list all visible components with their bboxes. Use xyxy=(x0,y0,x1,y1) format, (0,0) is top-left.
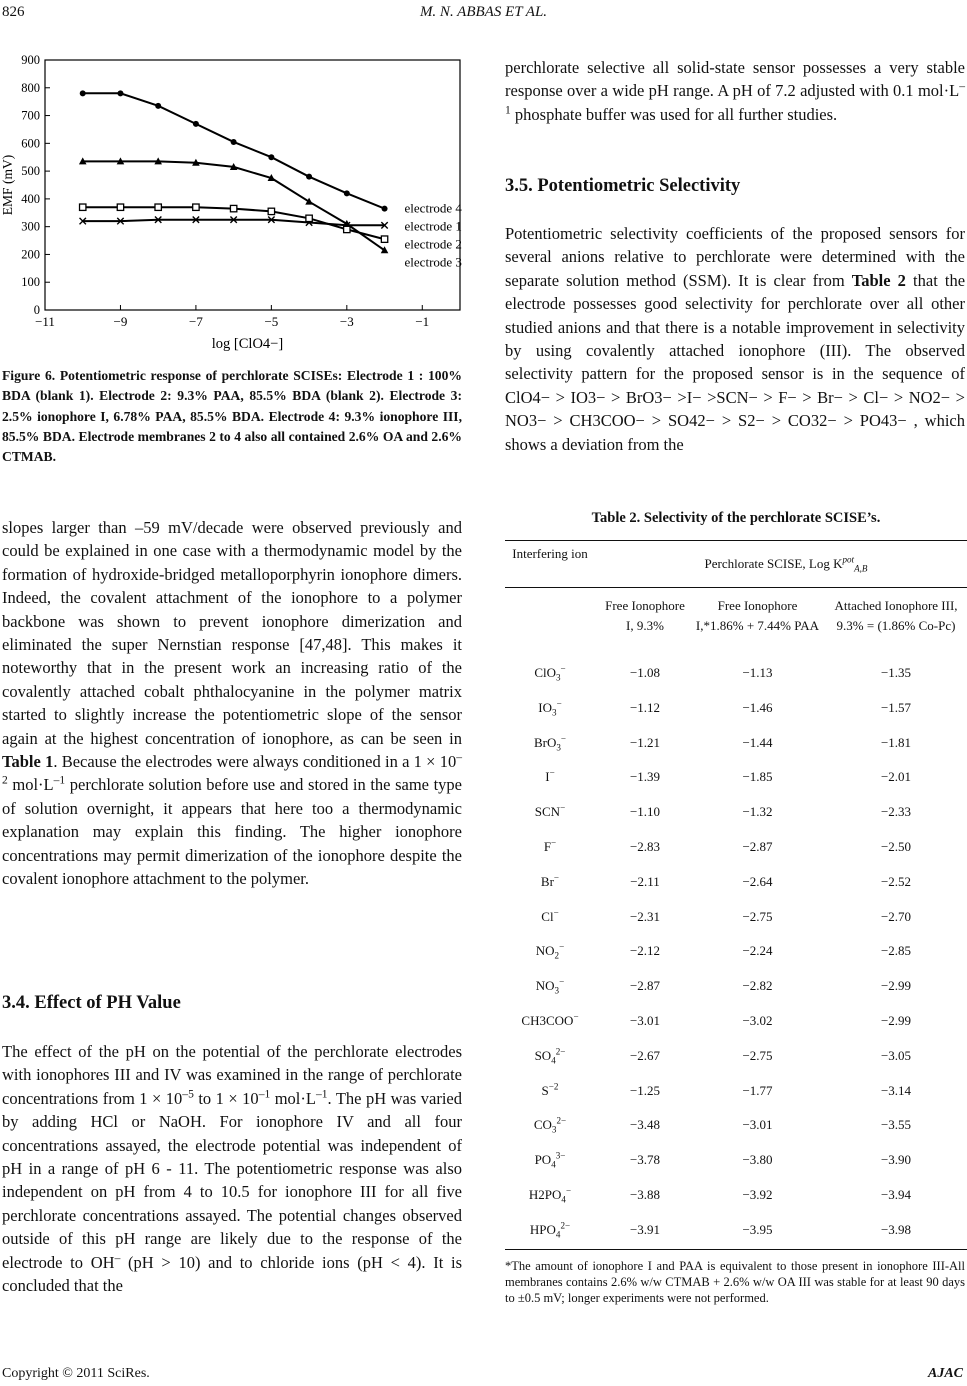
figure-caption: Figure 6. Potentiometric response of perchlorate SCISEs: Electrode 1 : 100% BDA (blank 1). Electrode 2: 9.3% PAA, 85.5% BDA (blank 2). Electrode 3: 2.5% ionophore I, 6.78% PAA, 85.5% BDA. Electrode 4: 9.3% ionophore III, 85.5% BDA. Electrode membranes 2 to 4 also all contained 2.6% OA and 2.6% CTMAB. xyxy=(2,368,462,465)
value-cell: −2.52 xyxy=(880,873,912,889)
data-point xyxy=(231,139,237,145)
ion-cell: $CO_3^{2-}$ xyxy=(533,1116,567,1135)
ion-cell: $HPO_4^{2-}$ xyxy=(529,1220,571,1240)
table-2-ref[interactable]: Table 2 xyxy=(851,270,906,290)
data-point xyxy=(117,90,123,96)
ion-cell: BrO$_3$− xyxy=(533,733,567,753)
value-cell: −2.85 xyxy=(880,943,912,959)
subheader-free-ionophore: Free Ionophore I, 9.3% xyxy=(605,598,685,633)
ion-cell: Cl− xyxy=(541,907,559,924)
plot-frame xyxy=(45,60,460,310)
data-point xyxy=(193,121,199,127)
y-tick-label: 0 xyxy=(33,303,40,317)
series-label-electrode-4: electrode 4 xyxy=(404,200,462,216)
data-point xyxy=(344,190,350,196)
table-title: Table 2. Selectivity of the perchlorate SCISE’s. xyxy=(591,510,881,526)
section-3-4-title: 3.4. Effect of PH Value xyxy=(2,993,181,1013)
value-cell: −1.81 xyxy=(880,734,912,750)
section-3-5-title: 3.5. Potentiometric Selectivity xyxy=(505,176,741,196)
value-cell: −1.12 xyxy=(629,699,661,715)
y-tick-label: 200 xyxy=(21,247,40,262)
data-point xyxy=(230,205,236,211)
value-cell: −1.21 xyxy=(629,734,661,750)
value-cell: −3.05 xyxy=(880,1047,912,1063)
ion-cell: $SO_4^{2-}$ xyxy=(534,1046,566,1066)
footer-copyright: Copyright © 2011 SciRes. xyxy=(2,1366,150,1381)
value-cell: −1.08 xyxy=(629,665,661,680)
ion-cell: F− xyxy=(543,837,557,854)
value-cell: −2.01 xyxy=(880,769,912,785)
data-point xyxy=(80,204,86,210)
value-cell: −3.55 xyxy=(880,1117,912,1133)
value-cell: −2.33 xyxy=(880,804,912,820)
data-point xyxy=(117,204,123,210)
value-cell: −2.11 xyxy=(630,873,660,889)
table-rule-header xyxy=(505,587,967,588)
value-cell: −3.01 xyxy=(742,1117,773,1133)
value-cell: −2.70 xyxy=(880,908,912,924)
value-cell: −2.67 xyxy=(629,1047,661,1063)
value-cell: −1.25 xyxy=(629,1082,661,1098)
value-cell: −2.64 xyxy=(742,873,773,889)
chart-labels xyxy=(405,201,463,270)
subheader-free-ionophore-paa: Free Ionophore I,*1.86% + 7.44% PAA xyxy=(695,598,820,633)
ion-cell: I− xyxy=(545,768,555,785)
header-main: Perchlorate SCISE, Log $K^{pot}_{A,B}$ xyxy=(704,554,868,574)
ion-cell: Br− xyxy=(540,872,560,889)
data-point xyxy=(268,208,274,214)
data-point xyxy=(193,204,199,210)
value-cell: −1.77 xyxy=(742,1082,773,1098)
ion-cell: ClO$_3$− xyxy=(534,663,566,683)
value-cell: −2.75 xyxy=(742,1047,773,1063)
x-tick-label: −11 xyxy=(35,314,55,329)
x-tick-label: −5 xyxy=(264,314,279,329)
value-cell: −1.85 xyxy=(742,769,773,785)
y-tick-label: 500 xyxy=(21,164,40,179)
series-line xyxy=(83,93,385,208)
x-tick-label: −3 xyxy=(339,314,354,329)
value-cell: −1.57 xyxy=(880,699,912,715)
value-cell: −3.90 xyxy=(880,1152,912,1168)
value-cell: −1.39 xyxy=(629,769,661,785)
data-point xyxy=(344,226,350,232)
value-cell: −2.87 xyxy=(629,978,661,994)
ion-cell: CH3COO− xyxy=(521,1011,579,1028)
running-header: M. N. ABBAS ET AL. xyxy=(419,4,548,20)
value-cell: −2.87 xyxy=(742,839,773,854)
ion-cell: $PO_4^{3-}$ xyxy=(534,1150,566,1170)
table-rule-top xyxy=(505,540,967,541)
series-electrode-4 xyxy=(80,90,388,211)
table-rule-bottom xyxy=(505,1249,967,1250)
data-point xyxy=(381,236,387,242)
value-cell: −3.94 xyxy=(880,1187,912,1202)
ion-cell: $NO_2^-$ xyxy=(535,942,565,961)
value-cell: −3.88 xyxy=(629,1187,661,1202)
chart-axes xyxy=(0,53,460,352)
value-cell: −1.32 xyxy=(742,804,773,820)
value-cell: −3.91 xyxy=(629,1221,661,1237)
value-cell: −3.48 xyxy=(629,1117,661,1133)
value-cell: −3.78 xyxy=(629,1152,661,1168)
value-cell: −2.82 xyxy=(742,978,773,994)
series-electrode-1 xyxy=(80,217,388,229)
table-1-ref[interactable]: Table 1 xyxy=(2,752,54,772)
value-cell: −3.98 xyxy=(880,1221,912,1237)
value-cell: −3.80 xyxy=(742,1152,773,1168)
header-interfering-ion: Interfering ion xyxy=(512,546,588,561)
value-cell: −2.50 xyxy=(880,839,912,854)
data-point xyxy=(306,174,312,180)
y-tick-label: 100 xyxy=(21,275,40,290)
subheader-attached-ionophore: Attached Ionophore III, 9.3% = (1.86% Co-Pc) xyxy=(834,598,958,633)
ion-cell: SCN− xyxy=(534,802,566,820)
value-cell: −1.35 xyxy=(880,665,912,680)
x-tick-label: −9 xyxy=(113,314,128,329)
y-tick-label: 300 xyxy=(21,219,40,234)
ion-cell: $H2PO_4^-$ xyxy=(528,1185,572,1205)
value-cell: −2.83 xyxy=(629,839,661,854)
x-axis-label: log [ClO4−] xyxy=(211,336,284,352)
value-cell: −1.46 xyxy=(742,699,773,715)
y-tick-label: 800 xyxy=(21,80,40,95)
data-point xyxy=(306,215,312,221)
value-cell: −2.99 xyxy=(880,978,912,994)
figure-6-chart xyxy=(0,50,470,355)
x-tick-label: −1 xyxy=(415,314,430,329)
value-cell: −3.92 xyxy=(742,1187,773,1202)
data-point xyxy=(382,206,388,212)
ion-cell: $S^{-2}$ xyxy=(541,1081,559,1098)
page-number: 826 xyxy=(2,4,25,20)
value-cell: −1.10 xyxy=(629,804,661,820)
value-cell: −1.44 xyxy=(742,734,773,750)
x-tick-label: −7 xyxy=(188,314,203,329)
left-paragraph-1: slopes larger than –59 mV/decade were observed previously and could be explained in one case with a thermodynamic model by the formation of hydroxide-bridged metalloporphyrin ionophore dimers. Indeed, the covalent attachment of the ionophore to a polymer backbone was shown to prevent ionophore dimerization and eliminated the super Nernstian response [47,48]. This makes it noteworthy that in the present work an increasing ratio of the covalently attached cobalt phthalocyanine in the polymer matrix started to slightly increase the potentiometric slope of the sensor again at the highest concentration of ionophore, as can be seen in Table 1. Because the electrodes were always conditioned in a $1 \times 10^{-2}$ $mol\cdot L^{-1}$ perchlorate solution before use and stored in the same type of solution overnight, it appears that here too a thermodynamic explanation may explain this finding. The higher ionophore concentrations may permit dimerization of the ionophore despite the covalent ionophore attachment to the polymer. xyxy=(2,518,462,889)
right-paragraph-1: perchlorate selective all solid-state sensor possesses a very stable response over a wide pH range. A pH of 7.2 adjusted with 0.1 $mol\cdot L^{-1}$ phosphate buffer was used for all further studies. xyxy=(505,58,965,124)
value-cell: −1.13 xyxy=(742,665,773,680)
value-cell: −3.02 xyxy=(742,1013,773,1028)
right-paragraph-2: Potentiometric selectivity coefficients of the proposed sensors for several anions relative to perchlorate were determined with the separate solution method (SSM). It is clear from Table 2 that the electrode possesses good selectivity for perchlorate over all other studied anions and that there is a notable improvement in selectivity by using covalently attached ionophore (III). The observed selectivity pattern for the proposed sensor is in the sequence of ClO4− > IO3− > BrO3− >I− >SCN− > F− > Br− > Cl− > NO2− > NO3− > CH3COO− > SO42− > S2− > CO32− > PO43− , which shows a deviation from the xyxy=(505,224,966,454)
y-tick-label: 700 xyxy=(21,108,40,123)
selectivity-table xyxy=(505,540,967,1250)
data-point xyxy=(268,154,274,160)
value-cell: −2.31 xyxy=(629,908,661,924)
ion-cell: $IO_3^-$ xyxy=(538,698,562,718)
data-point xyxy=(155,204,161,210)
value-cell: −2.24 xyxy=(742,943,773,959)
table-footnote: *The amount of ionophore I and PAA is equivalent to those present in ionophore III-All membranes contains 2.6% w/w CTMAB + 2.6% w/w OA III was stable for at least 90 days to ±0.5 mV; longer experiments were not performed. xyxy=(505,1259,965,1306)
footer-journal: AJAC xyxy=(927,1366,963,1381)
left-paragraph-2: The effect of the pH on the potential of the perchlorate electrodes with ionophores III and IV was examined in the range of perchlorate concentrations from $1 \times 10^{-5}$ to $1 \times 10^{-1}$ $mol\cdot L^{-1}$. The pH was varied by adding HCl or NaOH. For ionophore IV and all four concentrations assayed, the electrode potential was independent of pH in a range of pH 6 - 11. The potentiometric response was also independent on pH from 4 to 10.5 for ionophore III for all five perchlorate concentrations assayed. The potential changes observed outside of this pH range are likely due to the response of the electrode to OH– (pH > 10) and to chloride ions (pH < 4). It is concluded that the xyxy=(2,1042,463,1296)
data-point xyxy=(80,90,86,96)
series-label-electrode-1: electrode 1 xyxy=(404,218,462,234)
ion-cell: $NO_3^-$ xyxy=(535,976,565,996)
y-tick-label: 900 xyxy=(21,53,40,67)
series-electrode-2 xyxy=(80,204,388,242)
y-axis-label: EMF (mV) xyxy=(0,154,15,216)
value-cell: −3.14 xyxy=(880,1082,912,1098)
value-cell: −2.75 xyxy=(742,908,773,924)
chart-series xyxy=(79,90,388,253)
y-tick-label: 400 xyxy=(21,191,40,206)
value-cell: −3.01 xyxy=(629,1013,661,1028)
value-cell: −2.12 xyxy=(629,943,661,959)
series-label-electrode-3: electrode 3 xyxy=(404,254,462,270)
series-label-electrode-2: electrode 2 xyxy=(404,236,462,252)
y-tick-label: 600 xyxy=(21,136,40,151)
value-cell: −2.99 xyxy=(880,1013,912,1028)
value-cell: −3.95 xyxy=(742,1221,773,1237)
data-point xyxy=(155,103,161,109)
